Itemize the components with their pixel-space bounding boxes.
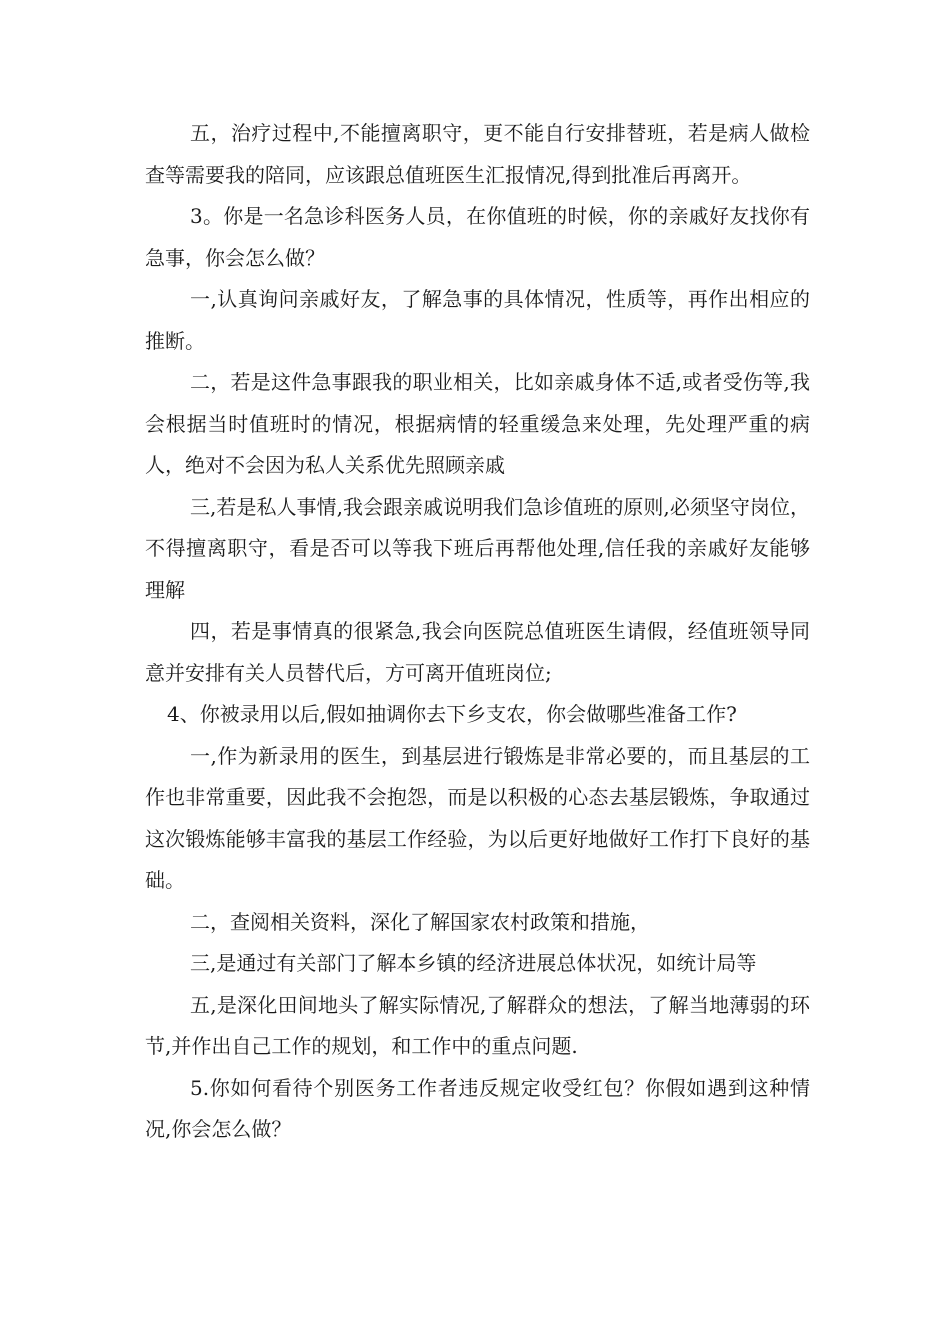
paragraph-answer-5-point: 五，治疗过程中,不能擅离职守，更不能自行安排替班，若是病人做检查等需要我的陪同，应该跟总值班医生汇报情况,得到批准后再离开。 xyxy=(145,121,810,187)
question-5: 5.你如何看待个别医务工作者违反规定收受红包？你假如遇到这种情况,你会怎么做？ xyxy=(145,1075,810,1141)
document-body xyxy=(145,113,810,1151)
paragraph-q3-point-2: 二，若是这件急事跟我的职业相关，比如亲戚身体不适,或者受伤等,我会根据当时值班时的情况，根据病情的轻重缓急来处理，先处理严重的病人，绝对不会因为私人关系优先照顾亲戚 xyxy=(145,370,810,477)
paragraph-q3-point-1: 一,认真询问亲戚好友，了解急事的具体情况，性质等，再作出相应的推断。 xyxy=(145,287,810,353)
paragraph-q4-point-5: 五,是深化田间地头了解实际情况,了解群众的想法，了解当地薄弱的环节,并作出自己工作的规划，和工作中的重点问题. xyxy=(145,992,810,1058)
paragraph-q3-point-4: 四，若是事情真的很紧急,我会向医院总值班医生请假，经值班领导同意并安排有关人员替代后，方可离开值班岗位; xyxy=(145,619,810,685)
paragraph-q4-point-3: 三,是通过有关部门了解本乡镇的经济进展总体状况，如统计局等 xyxy=(190,951,757,975)
paragraph-q4-point-2: 二，查阅相关资料，深化了解国家农村政策和措施， xyxy=(190,909,650,934)
question-3: 3。你是一名急诊科医务人员，在你值班的时候，你的亲戚好友找你有急事，你会怎么做？ xyxy=(145,204,810,270)
question-4: 4、你被录用以后,假如抽调你去下乡支农，你会做哪些准备工作? xyxy=(167,702,737,726)
paragraph-q4-point-1: 一,作为新录用的医生，到基层进行锻炼是非常必要的，而且基层的工作也非常重要，因此我不会抱怨，而是以积极的心态去基层锻炼，争取通过这次锻炼能够丰富我的基层工作经验，为以后更好地做好工作打下良好的基础。 xyxy=(145,743,810,892)
paragraph-q3-point-3: 三,若是私人事情,我会跟亲戚说明我们急诊值班的原则,必须坚守岗位，不得擅离职守，看是否可以等我下班后再帮他处理,信任我的亲戚好友能够理解 xyxy=(145,494,810,602)
